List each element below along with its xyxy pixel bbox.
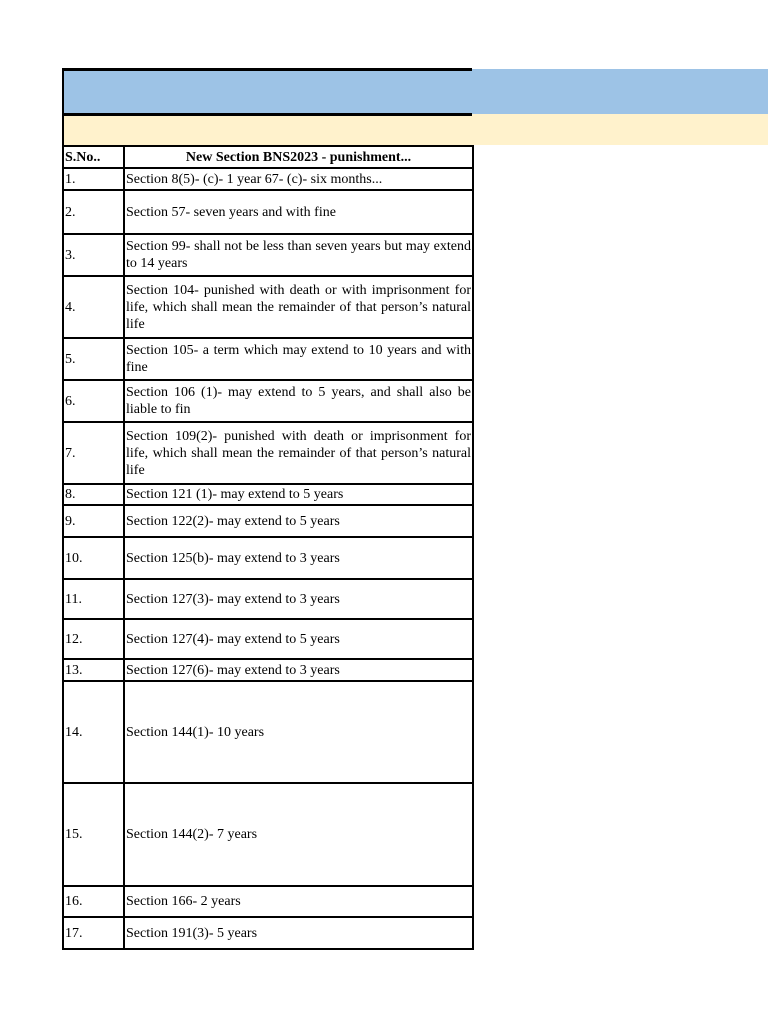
serial-cell: 16. <box>63 886 124 917</box>
table-row <box>63 619 473 659</box>
serial-cell: 2. <box>63 190 124 234</box>
serial-cell: 4. <box>63 276 124 338</box>
serial-cell: 10. <box>63 537 124 579</box>
serial-cell: 3. <box>63 234 124 276</box>
punishment-table <box>62 145 474 950</box>
section-cell: Section 127(6)- may extend to 3 years <box>124 659 473 681</box>
serial-cell: 11. <box>63 579 124 619</box>
section-cell: Section 127(4)- may extend to 5 years <box>124 619 473 659</box>
table-row <box>63 681 473 783</box>
sub-header-band <box>62 114 768 145</box>
serial-cell: 13. <box>63 659 124 681</box>
serial-cell: 14. <box>63 681 124 783</box>
section-cell: Section 191(3)- 5 years <box>124 917 473 949</box>
section-cell: Section 122(2)- may extend to 5 years <box>124 505 473 537</box>
serial-cell: 1. <box>63 168 124 190</box>
section-cell: Section 104- punished with death or with imprisonment for life, which shall mean the remainder of that person’s natural life <box>124 276 473 338</box>
table-row <box>63 422 473 484</box>
section-cell: Section 105- a term which may extend to 10 years and with fine <box>124 338 473 380</box>
section-cell: Section 144(2)- 7 years <box>124 783 473 886</box>
section-cell: Section 125(b)- may extend to 3 years <box>124 537 473 579</box>
table-row <box>63 505 473 537</box>
table-row <box>63 276 473 338</box>
table-row <box>63 537 473 579</box>
serial-cell: 8. <box>63 484 124 505</box>
section-cell: Section 8(5)- (c)- 1 year 67- (c)- six months... <box>124 168 473 190</box>
header-band <box>62 69 768 114</box>
table-row <box>63 338 473 380</box>
table-row <box>63 168 473 190</box>
serial-cell: 7. <box>63 422 124 484</box>
table-row <box>63 234 473 276</box>
section-cell: Section 109(2)- punished with death or imprisonment for life, which shall mean the remainder of that person’s natural life <box>124 422 473 484</box>
table-row <box>63 917 473 949</box>
serial-cell: 6. <box>63 380 124 422</box>
table-row <box>63 886 473 917</box>
table-row <box>63 579 473 619</box>
table-header-row <box>63 146 473 168</box>
table-row <box>63 783 473 886</box>
section-cell: Section 99- shall not be less than seven years but may extend to 14 years <box>124 234 473 276</box>
table-row <box>63 380 473 422</box>
section-cell: Section 166- 2 years <box>124 886 473 917</box>
section-cell: Section 144(1)- 10 years <box>124 681 473 783</box>
table-row <box>63 484 473 505</box>
serial-cell: 9. <box>63 505 124 537</box>
section-cell: Section 121 (1)- may extend to 5 years <box>124 484 473 505</box>
top-border <box>62 68 472 71</box>
table-row <box>63 659 473 681</box>
serial-cell: 17. <box>63 917 124 949</box>
serial-cell: 15. <box>63 783 124 886</box>
serial-cell: 5. <box>63 338 124 380</box>
middle-border <box>62 113 472 116</box>
section-column-header: New Section BNS2023 - punishment... <box>124 146 473 168</box>
left-border <box>62 68 64 146</box>
section-cell: Section 127(3)- may extend to 3 years <box>124 579 473 619</box>
serial-column-header: S.No.. <box>63 146 124 168</box>
table-row <box>63 190 473 234</box>
section-cell: Section 106 (1)- may extend to 5 years, and shall also be liable to fin <box>124 380 473 422</box>
serial-cell: 12. <box>63 619 124 659</box>
section-cell: Section 57- seven years and with fine <box>124 190 473 234</box>
